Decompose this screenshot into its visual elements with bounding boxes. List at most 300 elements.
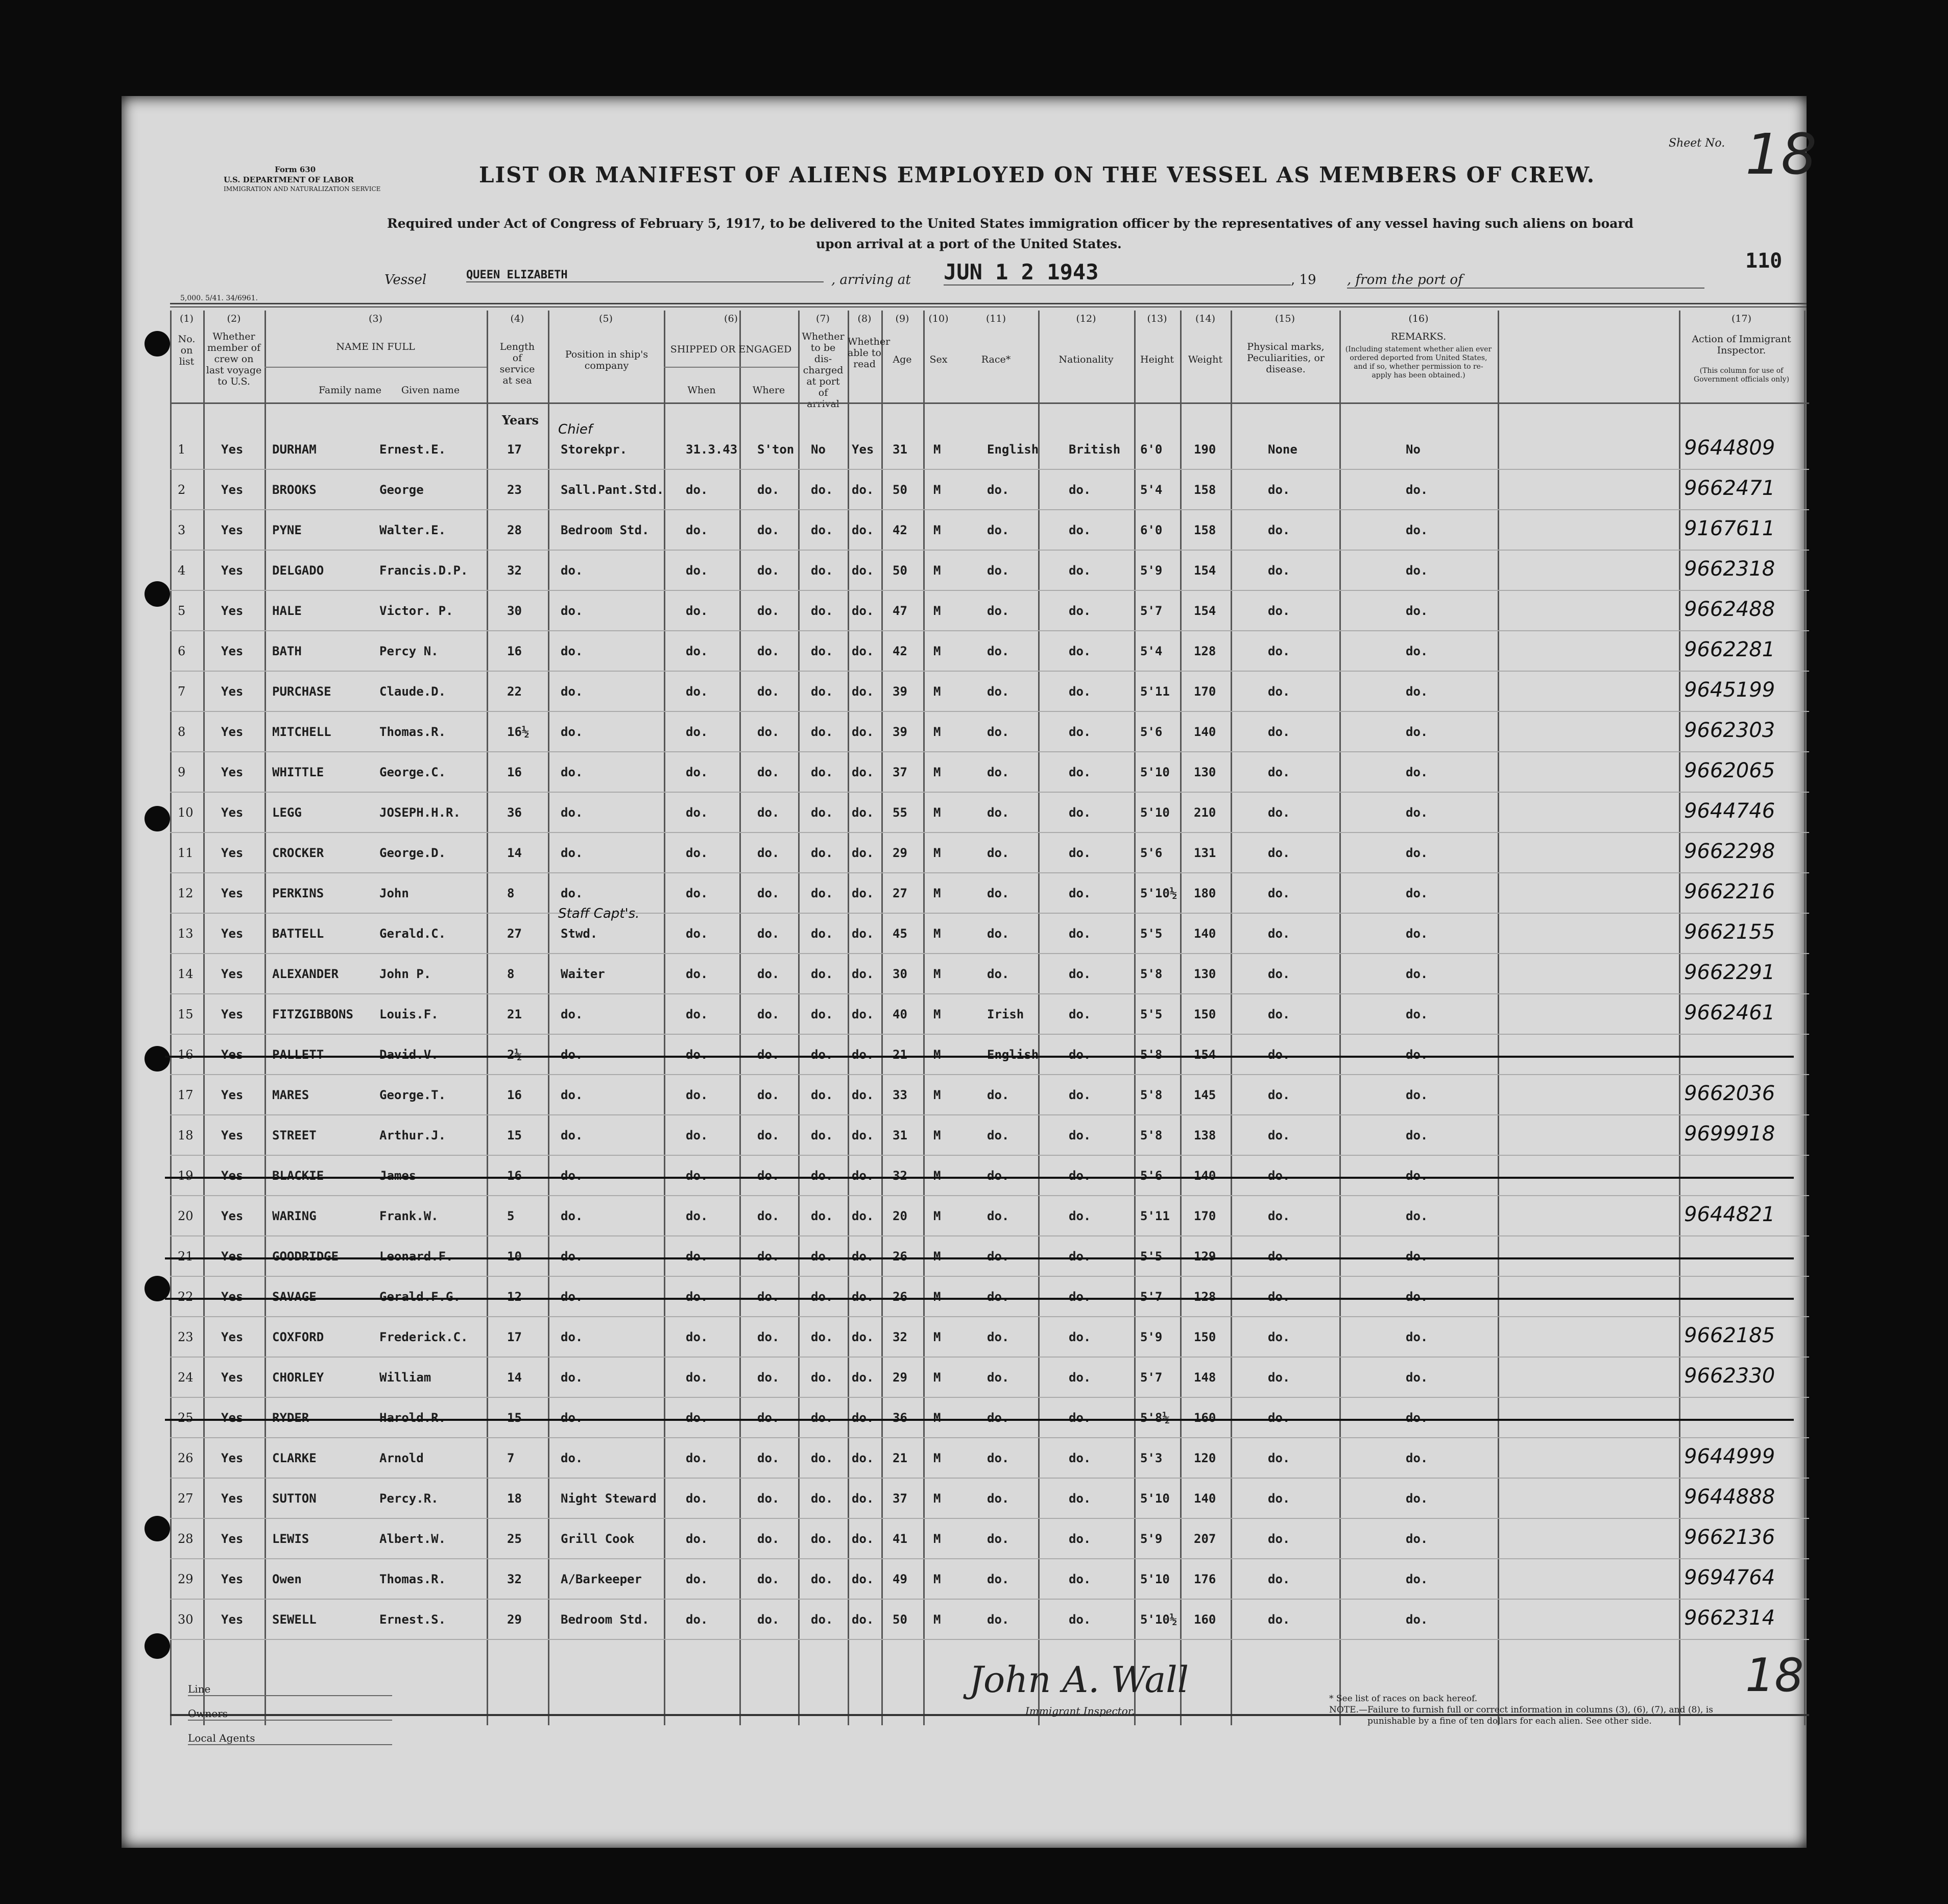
cell-member: Yes [221, 725, 244, 739]
cell-remarks: do. [1406, 604, 1428, 618]
cell-position: do. [561, 1411, 583, 1425]
punch-hole [145, 331, 170, 356]
cell-age: 21 [893, 1048, 907, 1062]
cell-remarks: do. [1406, 1007, 1428, 1021]
table-row [170, 1563, 1809, 1599]
cell-age: 31 [893, 442, 907, 457]
cell-member: Yes [221, 684, 244, 699]
cell-weight: 170 [1194, 684, 1216, 699]
cell-marks: do. [1268, 1411, 1290, 1425]
cell-age: 40 [893, 1007, 907, 1021]
cell-remarks: do. [1406, 1411, 1428, 1425]
col-header-family: Family name [319, 385, 381, 396]
cell-marks: do. [1268, 1048, 1290, 1062]
cell-remarks: do. [1406, 1249, 1428, 1264]
col-num-9: (9) [895, 313, 909, 324]
sheet-count: 110 [1745, 249, 1783, 273]
arriving-label: , arriving at [831, 272, 911, 288]
cell-no: 24 [178, 1370, 194, 1385]
cell-discharged: do. [811, 1290, 833, 1304]
cell-age: 50 [893, 1612, 907, 1627]
cell-where: do. [757, 684, 780, 699]
inspector-label: Immigrant Inspector. [1025, 1705, 1135, 1717]
cell-race: do. [987, 1330, 1009, 1344]
cell-marks: do. [1268, 1572, 1290, 1586]
cell-no: 6 [178, 644, 186, 658]
cell-inspector-action: 9644809 [1684, 436, 1775, 460]
cell-length: 22 [507, 684, 522, 699]
strike-through-line [165, 1257, 1794, 1259]
cell-given-name: Percy.R. [379, 1491, 439, 1506]
cell-height: 5'10½ [1140, 1612, 1177, 1627]
strike-through-line [165, 1177, 1794, 1179]
table-row [170, 1159, 1809, 1195]
cell-remarks: do. [1406, 926, 1428, 941]
cell-age: 29 [893, 1370, 907, 1385]
cell-age: 39 [893, 725, 907, 739]
cell-family-name: MARES [272, 1088, 309, 1102]
cell-sex: M [933, 1249, 941, 1264]
cell-race: do. [987, 1451, 1009, 1465]
note-fine: NOTE.—Failure to furnish full or correct information in columns (3), (6), (7), and (8), is [1329, 1705, 1713, 1715]
cell-nationality: British [1069, 442, 1121, 457]
cell-height: 5'6 [1140, 846, 1163, 860]
cell-remarks: do. [1406, 1491, 1428, 1506]
cell-where: do. [757, 765, 780, 779]
cell-no: 10 [178, 805, 194, 820]
cell-age: 55 [893, 805, 907, 820]
cell-no: 27 [178, 1491, 194, 1506]
punch-hole [145, 1633, 170, 1659]
cell-height: 5'8 [1140, 1048, 1163, 1062]
cell-family-name: CROCKER [272, 846, 324, 860]
cell-member: Yes [221, 1330, 244, 1344]
cell-given-name: David.V. [379, 1048, 439, 1062]
cell-where: do. [757, 1532, 780, 1546]
cell-when: do. [686, 604, 708, 618]
table-row [170, 796, 1809, 832]
cell-position: do. [561, 765, 583, 779]
table-row [170, 635, 1809, 671]
cell-read: do. [852, 725, 874, 739]
cell-length: 16½ [507, 725, 530, 739]
cell-age: 36 [893, 1411, 907, 1425]
col-num-10: (10) [928, 313, 949, 324]
cell-position: do. [561, 604, 583, 618]
cell-race: do. [987, 1491, 1009, 1506]
cell-discharged: do. [811, 1169, 833, 1183]
cell-family-name: SUTTON [272, 1491, 317, 1506]
cell-age: 21 [893, 1451, 907, 1465]
sheet-label: Sheet No. [1669, 137, 1725, 150]
cell-nationality: do. [1069, 765, 1091, 779]
cell-remarks: do. [1406, 1088, 1428, 1102]
cell-position: Sall.Pant.Std. [561, 483, 664, 497]
cell-read: do. [852, 846, 874, 860]
cell-member: Yes [221, 765, 244, 779]
cell-where: do. [757, 1048, 780, 1062]
col-num-11: (11) [985, 313, 1006, 324]
cell-remarks: do. [1406, 1572, 1428, 1586]
cell-given-name: George.T. [379, 1088, 446, 1102]
cell-no: 4 [178, 563, 186, 578]
cell-race: do. [987, 1249, 1009, 1264]
cell-position: do. [561, 563, 583, 578]
cell-read: do. [852, 1572, 874, 1586]
cell-nationality: do. [1069, 483, 1091, 497]
sheet-number: 18 [1745, 122, 1817, 187]
cell-discharged: do. [811, 563, 833, 578]
cell-given-name: John [379, 886, 409, 900]
cell-marks: do. [1268, 886, 1290, 900]
table-row [170, 1280, 1809, 1316]
cell-no: 21 [178, 1249, 194, 1264]
cell-no: 26 [178, 1451, 194, 1465]
cell-marks: do. [1268, 926, 1290, 941]
col-header-action-note: (This column for use of Government officials only) [1693, 367, 1790, 384]
cell-race: English [987, 442, 1039, 457]
cell-remarks: do. [1406, 1290, 1428, 1304]
cell-where: do. [757, 926, 780, 941]
cell-where: do. [757, 1290, 780, 1304]
table-row [170, 1482, 1809, 1518]
cell-member: Yes [221, 1088, 244, 1102]
cell-inspector-action: 9662291 [1684, 961, 1775, 984]
col-num-17: (17) [1731, 313, 1751, 324]
cell-height: 5'4 [1140, 644, 1163, 658]
col-header-age: Age [893, 354, 912, 365]
cell-given-name: Ernest.S. [379, 1612, 446, 1627]
cell-age: 32 [893, 1169, 907, 1183]
cell-height: 5'11 [1140, 1209, 1170, 1223]
cell-discharged: do. [811, 805, 833, 820]
cell-given-name: Percy N. [379, 644, 439, 658]
cell-no: 20 [178, 1209, 194, 1223]
cell-nationality: do. [1069, 926, 1091, 941]
page-mark: 18 [1745, 1649, 1804, 1702]
cell-family-name: BATH [272, 644, 302, 658]
cell-inspector-action: 9644821 [1684, 1203, 1775, 1226]
cell-read: do. [852, 563, 874, 578]
cell-height: 5'10½ [1140, 886, 1177, 900]
cell-no: 29 [178, 1572, 194, 1586]
cell-sex: M [933, 1048, 941, 1062]
cell-remarks: do. [1406, 1209, 1428, 1223]
form-subtitle-2: upon arrival at a port of the United States. [816, 236, 1122, 251]
cell-nationality: do. [1069, 1572, 1091, 1586]
col-header-remarks: REMARKS. [1390, 331, 1447, 342]
cell-weight: 150 [1194, 1330, 1216, 1344]
cell-where: do. [757, 967, 780, 981]
cell-sex: M [933, 1128, 941, 1143]
cell-sex: M [933, 1370, 941, 1385]
punch-hole [145, 806, 170, 831]
table-row [170, 877, 1809, 913]
cell-height: 5'6 [1140, 725, 1163, 739]
cell-weight: 210 [1194, 805, 1216, 820]
cell-read: do. [852, 1612, 874, 1627]
cell-sex: M [933, 1169, 941, 1183]
cell-age: 37 [893, 1491, 907, 1506]
table-row [170, 554, 1809, 590]
cell-when: do. [686, 644, 708, 658]
cell-race: do. [987, 523, 1009, 537]
cell-position: do. [561, 725, 583, 739]
col-header-name: NAME IN FULL [336, 341, 415, 352]
cell-age: 47 [893, 604, 907, 618]
cell-height: 6'0 [1140, 442, 1163, 457]
cell-sex: M [933, 1491, 941, 1506]
cell-race: do. [987, 805, 1009, 820]
table-row [170, 1321, 1809, 1356]
cell-member: Yes [221, 1612, 244, 1627]
cell-discharged: do. [811, 1451, 833, 1465]
cell-marks: do. [1268, 1532, 1290, 1546]
cell-read: do. [852, 1411, 874, 1425]
table-row [170, 1079, 1809, 1114]
cell-read: do. [852, 1451, 874, 1465]
cell-when: do. [686, 1249, 708, 1264]
cell-no: 2 [178, 483, 186, 497]
col-num-12: (12) [1076, 313, 1096, 324]
cell-inspector-action: 9699918 [1684, 1122, 1775, 1146]
cell-member: Yes [221, 1572, 244, 1586]
cell-sex: M [933, 563, 941, 578]
cell-member: Yes [221, 1451, 244, 1465]
cell-sex: M [933, 523, 941, 537]
cell-member: Yes [221, 926, 244, 941]
cell-height: 5'8 [1140, 1088, 1163, 1102]
cell-when: do. [686, 967, 708, 981]
cell-given-name: George.D. [379, 846, 446, 860]
cell-where: do. [757, 725, 780, 739]
cell-age: 41 [893, 1532, 907, 1546]
cell-given-name: Leonard.F. [379, 1249, 453, 1264]
cell-position: do. [561, 886, 583, 900]
cell-family-name: WARING [272, 1209, 317, 1223]
cell-where: do. [757, 644, 780, 658]
table-row [170, 1361, 1809, 1397]
cell-read: do. [852, 805, 874, 820]
cell-where: do. [757, 1249, 780, 1264]
cell-inspector-action: 9662303 [1684, 719, 1775, 742]
cell-length: 17 [507, 1330, 522, 1344]
cell-where: do. [757, 1572, 780, 1586]
cell-member: Yes [221, 442, 244, 457]
col-header-read: Whether able to read [848, 336, 891, 370]
cell-weight: 140 [1194, 725, 1216, 739]
cell-nationality: do. [1069, 805, 1091, 820]
cell-nationality: do. [1069, 725, 1091, 739]
arrival-date-stamp: JUN 1 2 1943 [944, 259, 1291, 285]
cell-inspector-action: 9694764 [1684, 1566, 1775, 1589]
cell-length: 29 [507, 1612, 522, 1627]
cell-sex: M [933, 805, 941, 820]
cell-position: do. [561, 1290, 583, 1304]
cell-height: 5'5 [1140, 1249, 1163, 1264]
cell-sex: M [933, 1612, 941, 1627]
cell-nationality: do. [1069, 523, 1091, 537]
cell-marks: do. [1268, 523, 1290, 537]
cell-race: do. [987, 1370, 1009, 1385]
cell-weight: 130 [1194, 967, 1216, 981]
cell-length: 16 [507, 765, 522, 779]
cell-weight: 140 [1194, 1491, 1216, 1506]
cell-discharged: No [811, 442, 826, 457]
strike-through-line [165, 1298, 1794, 1300]
shipped-divider [664, 367, 798, 368]
col-header-sex: Sex [929, 354, 948, 365]
cell-when: do. [686, 563, 708, 578]
cell-sex: M [933, 1532, 941, 1546]
cell-discharged: do. [811, 1048, 833, 1062]
cell-position: Grill Cook [561, 1532, 635, 1546]
cell-sex: M [933, 684, 941, 699]
cell-inspector-action: 9662314 [1684, 1606, 1775, 1630]
col-num-8: (8) [857, 313, 872, 324]
service-name: IMMIGRATION AND NATURALIZATION SERVICE [224, 185, 381, 193]
cell-inspector-action: 9662065 [1684, 759, 1775, 782]
cell-member: Yes [221, 1532, 244, 1546]
cell-no: 28 [178, 1532, 194, 1546]
cell-family-name: LEGG [272, 805, 302, 820]
cell-marks: do. [1268, 563, 1290, 578]
cell-marks: do. [1268, 1007, 1290, 1021]
cell-member: Yes [221, 1209, 244, 1223]
cell-weight: 140 [1194, 926, 1216, 941]
cell-height: 5'9 [1140, 563, 1163, 578]
cell-marks: do. [1268, 725, 1290, 739]
cell-remarks: do. [1406, 967, 1428, 981]
cell-inspector-action: 9662318 [1684, 557, 1775, 581]
cell-length: 25 [507, 1532, 522, 1546]
cell-no: 25 [178, 1411, 194, 1425]
cell-sex: M [933, 1572, 941, 1586]
cell-no: 14 [178, 967, 194, 981]
cell-race: do. [987, 725, 1009, 739]
cell-marks: do. [1268, 1451, 1290, 1465]
header-rule [170, 303, 1807, 304]
cell-when: do. [686, 1491, 708, 1506]
cell-discharged: do. [811, 926, 833, 941]
note-races: * See list of races on back hereof. [1329, 1694, 1478, 1704]
cell-weight: 128 [1194, 1290, 1216, 1304]
cell-family-name: PYNE [272, 523, 302, 537]
cell-race: do. [987, 967, 1009, 981]
cell-age: 26 [893, 1249, 907, 1264]
cell-race: do. [987, 1209, 1009, 1223]
cell-sex: M [933, 1007, 941, 1021]
cell-nationality: do. [1069, 967, 1091, 981]
cell-where: do. [757, 1007, 780, 1021]
cell-no: 9 [178, 765, 186, 779]
cell-family-name: WHITTLE [272, 765, 324, 779]
cell-remarks: do. [1406, 725, 1428, 739]
cell-nationality: do. [1069, 563, 1091, 578]
col-header-remarks-note: (Including statement whether alien ever ordered deported from United States, and if so, whether permission to re-apply has been obtained.) [1345, 345, 1492, 379]
cell-length: 10 [507, 1249, 522, 1264]
cell-race: do. [987, 1290, 1009, 1304]
cell-read: do. [852, 1370, 874, 1385]
cell-when: do. [686, 1532, 708, 1546]
cell-read: do. [852, 967, 874, 981]
cell-age: 31 [893, 1128, 907, 1143]
cell-weight: 140 [1194, 1169, 1216, 1183]
cell-discharged: do. [811, 1249, 833, 1264]
cell-when: do. [686, 483, 708, 497]
cell-length: 14 [507, 1370, 522, 1385]
punch-hole [145, 581, 170, 607]
cell-member: Yes [221, 1370, 244, 1385]
cell-discharged: do. [811, 644, 833, 658]
cell-marks: do. [1268, 1169, 1290, 1183]
col-header-shipped: SHIPPED OR ENGAGED [670, 344, 792, 355]
table-row [170, 1522, 1809, 1558]
cell-remarks: do. [1406, 1048, 1428, 1062]
cell-weight: 160 [1194, 1612, 1216, 1627]
col-header-no: No. on list [178, 334, 196, 367]
cell-race: do. [987, 765, 1009, 779]
cell-age: 42 [893, 523, 907, 537]
cell-sex: M [933, 846, 941, 860]
cell-member: Yes [221, 886, 244, 900]
col-header-member: Whether member of crew on last voyage to U.S. [206, 331, 262, 387]
cell-nationality: do. [1069, 1532, 1091, 1546]
cell-weight: 154 [1194, 604, 1216, 618]
table-row [170, 594, 1809, 630]
cell-height: 5'4 [1140, 483, 1163, 497]
cell-read: do. [852, 1007, 874, 1021]
cell-race: do. [987, 926, 1009, 941]
cell-sex: M [933, 644, 941, 658]
cell-length: 8 [507, 967, 515, 981]
cell-remarks: do. [1406, 1330, 1428, 1344]
cell-inspector-action: 9662461 [1684, 1001, 1775, 1025]
cell-discharged: do. [811, 483, 833, 497]
cell-sex: M [933, 1088, 941, 1102]
cell-inspector-action: 9662471 [1684, 477, 1775, 500]
cell-race: Irish [987, 1007, 1024, 1021]
cell-length: 15 [507, 1128, 522, 1143]
cell-remarks: do. [1406, 1532, 1428, 1546]
cell-when: do. [686, 725, 708, 739]
cell-read: do. [852, 604, 874, 618]
cell-inspector-action: 9662330 [1684, 1364, 1775, 1388]
cell-remarks: do. [1406, 1451, 1428, 1465]
cell-marks: do. [1268, 684, 1290, 699]
cell-no: 30 [178, 1612, 194, 1627]
cell-family-name: SAVAGE [272, 1290, 317, 1304]
cell-position-note: Staff Capt's. [558, 906, 640, 921]
cell-age: 37 [893, 765, 907, 779]
cell-height: 5'9 [1140, 1532, 1163, 1546]
cell-position: do. [561, 805, 583, 820]
cell-when: do. [686, 1169, 708, 1183]
cell-weight: 145 [1194, 1088, 1216, 1102]
cell-position: do. [561, 1330, 583, 1344]
owners-label: Owners [188, 1707, 392, 1721]
cell-when: do. [686, 805, 708, 820]
col-num-2: (2) [227, 313, 241, 324]
cell-when: do. [686, 846, 708, 860]
cell-remarks: do. [1406, 523, 1428, 537]
cell-length: 30 [507, 604, 522, 618]
cell-age: 33 [893, 1088, 907, 1102]
cell-race: do. [987, 644, 1009, 658]
cell-when: do. [686, 1007, 708, 1021]
cell-nationality: do. [1069, 644, 1091, 658]
cell-height: 5'11 [1140, 684, 1170, 699]
